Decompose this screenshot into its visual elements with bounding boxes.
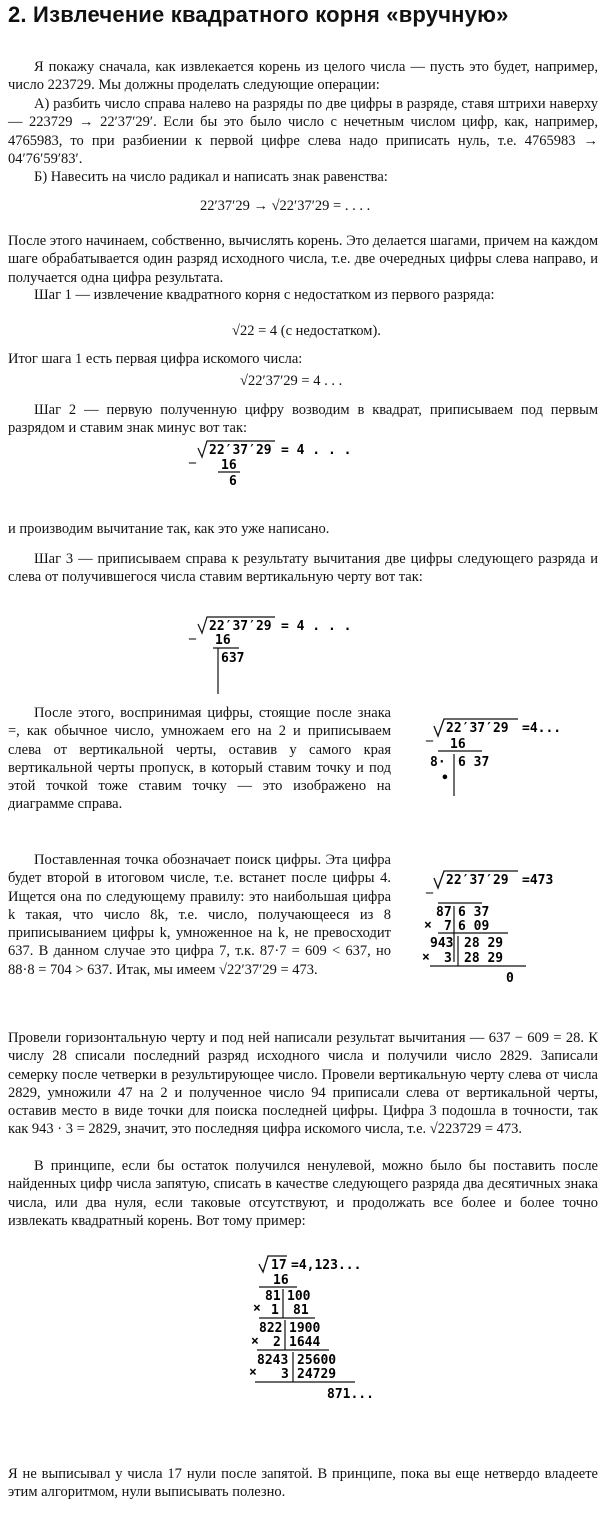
diagram-step-3	[185, 612, 355, 696]
diagram-5-b4: 1644	[289, 1335, 321, 1350]
diagram-5-result: =4,123...	[291, 1258, 362, 1273]
diagram-5-a5: 8243	[257, 1353, 289, 1368]
diagram-4-doubled-2: 943	[430, 936, 454, 951]
diagram-4-value-1: 6 37	[458, 905, 490, 920]
paragraph-step-b: Б) Навесить на число радикал и написать знак равенства:	[34, 169, 388, 185]
diagram-5-b3: 1900	[289, 1321, 321, 1336]
diagram-1-radicand: 22′37′29	[209, 443, 272, 458]
diagram-4-value-3: 28 29	[464, 936, 504, 951]
diagram-4-times-2: ×	[422, 950, 430, 965]
paragraph-digit-rule: Поставленная точка обозначает поиск цифры. Эта цифра будет второй в итоговом числе, т.е. встанет после цифры 4. Ищется она по следующему правилу: это наибольшая цифра k такая, что число 8k, т.е. число, получающееся из 8 приписыванием цифры k, умноженное на k, не превосходит 637. В данном случае это цифра 7, т.к. 87·7 = 609 < 637, но 88·8 = 704 > 637. Итак, мы имеем √22′37′29 = 473.	[8, 852, 391, 978]
diagram-4-doubled-1: 87	[436, 905, 452, 920]
diagram-1-square: 16	[221, 458, 237, 473]
paragraph-subtract: и производим вычитание так, как это уже написано.	[8, 521, 330, 537]
paragraph-decimals: В принципе, если бы остаток получился ненулевой, можно было бы поставить после найденных цифр числа запятую, списать в качестве следующего разряда два десятичных знака числа, или два нуля, если таковые отсутствуют, и продолжать все более и более точно извлекать квадратный корень. Вот тому пример:	[8, 1158, 598, 1229]
diagram-sqrt-17	[245, 1250, 405, 1445]
diagram-full-example	[418, 866, 603, 996]
diagram-5-times-2: ×	[251, 1334, 259, 1349]
diagram-3-radicand: 22′37′29	[446, 721, 509, 736]
diagram-5-square: 16	[273, 1273, 289, 1288]
diagram-4-value-2: 6 09	[458, 919, 490, 934]
diagram-3-search-dot: •	[441, 771, 449, 786]
diagram-digit-search	[418, 714, 603, 814]
diagram-4-result: =473	[522, 873, 554, 888]
diagram-1-remainder: 6	[229, 474, 237, 489]
paragraph-step-2: Шаг 2 — первую полученную цифру возводим в квадрат, приписываем под первым разрядом и ставим знак минус вот так:	[8, 402, 598, 437]
diagram-5-radicand: 17	[271, 1258, 287, 1273]
diagram-1-result: = 4 . . .	[281, 443, 352, 458]
paragraph-explanation: Провели горизонтальную черту и под ней написали результат вычитания — 637 − 609 = 28. К числу 28 списали последний разряд исходного числа и получили число 2829. Записали семерку после четверки в результирующее число. Провели вертикальную черту слева от числа 2829, умножили 47 на 2 и полученное число 94 приписали слева от вертикальной черты, оставив место в виде точки для поиска последней цифры. Цифра 3 подошла в точности, так как 943 · 3 = 2829, значит, это последняя цифра искомого числа, т.е. √223729 = 473.	[8, 1030, 598, 1138]
diagram-5-times-1: ×	[253, 1301, 261, 1316]
diagram-5-b6: 24729	[297, 1367, 337, 1382]
diagram-5-remainder: 871...	[327, 1387, 374, 1402]
diagram-2-remainder: 637	[221, 651, 245, 666]
svg-text:_: _	[189, 624, 196, 640]
equation-first-digit: √22′37′29 = 4 . . .	[240, 373, 343, 389]
paragraph-step-3-detail: После этого, воспринимая цифры, стоящие после знака =, как обычное число, умножаем его на 2 и приписываем слева от вертикальной черты, оставив у самого края вертикальной черты пропуск, в который ставим точку и под этой точкой тоже ставим точку — это изображено на диаграмме справа.	[8, 705, 391, 813]
paragraph-step-3: Шаг 3 — приписываем справа к результату вычитания две цифры следующего разряда и слева от получившегося числа ставим вертикальную черту вот так:	[8, 551, 598, 586]
diagram-5-b5: 25600	[297, 1353, 337, 1368]
diagram-5-b2: 81	[293, 1303, 309, 1318]
equation-step-1: √22 = 4 (с недостатком).	[232, 323, 381, 339]
diagram-5-a1: 81	[265, 1289, 281, 1304]
diagram-5-times-3: ×	[249, 1365, 257, 1380]
diagram-3-remainder: 6 37	[458, 755, 490, 770]
svg-text:_: _	[189, 448, 196, 464]
diagram-4-digit-1: 7	[444, 919, 452, 934]
diagram-5-b1: 100	[287, 1289, 311, 1304]
diagram-step-2	[185, 436, 355, 516]
diagram-4-times-1: ×	[424, 918, 432, 933]
paragraph-closing: Я не выписывал у числа 17 нули после запятой. В принципе, пока вы еще нетвердо владеете этим алгоритмом, нули выписывать полезно.	[8, 1466, 598, 1501]
diagram-2-square: 16	[215, 633, 231, 648]
section-title: 2. Извлечение квадратного корня «вручную»	[8, 2, 509, 27]
diagram-5-a3: 822	[259, 1321, 283, 1336]
svg-text:_: _	[426, 878, 433, 894]
diagram-5-a6: 3	[281, 1367, 289, 1382]
paragraph-step-1-result: Итог шага 1 есть первая цифра искомого числа:	[8, 351, 303, 367]
diagram-4-digit-2: 3	[444, 951, 452, 966]
paragraph-step-1: Шаг 1 — извлечение квадратного корня с недостатком из первого разряда:	[34, 287, 495, 303]
diagram-4-final-remainder: 0	[506, 971, 514, 986]
diagram-2-result: = 4 . . .	[281, 619, 352, 634]
diagram-5-a4: 2	[273, 1335, 281, 1350]
diagram-3-doubled: 8·	[430, 755, 446, 770]
diagram-4-radicand: 22′37′29	[446, 873, 509, 888]
svg-text:_: _	[426, 726, 433, 742]
diagram-3-result: =4...	[522, 721, 562, 736]
paragraph-step-a: А) разбить число справа налево на разряды по две цифры в разряде, ставя штрихи наверху — 223729 → 22′37′29′. Если бы это было число с нечетным числом цифр, как, например, 4765983, то при разбиении к первой цифре слева надо приписать нуль, т.е. 4765983 → 04′76′59′83′.	[8, 96, 598, 167]
equation-radical: 22′37′29 → √22′37′29 = . . . .	[200, 198, 371, 214]
paragraph-steps-intro: После этого начинаем, собственно, вычислять корень. Это делается шагами, причем на каждом шаге обрабатывается один разряд исходного числа, т.е. две очередных цифры слева направо, и получается одна цифра результата.	[8, 233, 598, 286]
diagram-5-a2: 1	[271, 1303, 279, 1318]
paragraph-intro: Я покажу сначала, как извлекается корень из целого числа — пусть это будет, например, число 223729. Мы должны проделать следующие операции:	[8, 59, 598, 94]
diagram-2-radicand: 22′37′29	[209, 619, 272, 634]
diagram-4-value-4: 28 29	[464, 951, 504, 966]
diagram-3-square: 16	[450, 737, 466, 752]
